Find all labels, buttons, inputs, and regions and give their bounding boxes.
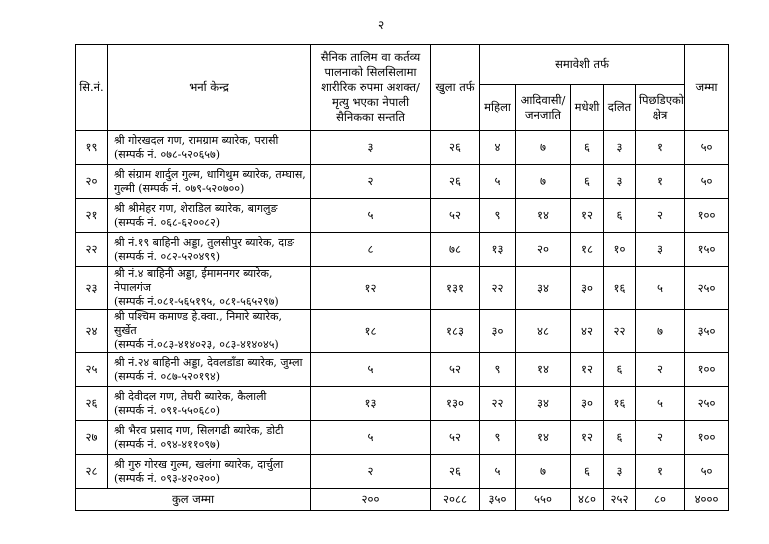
row-total: १०० — [685, 421, 729, 455]
total-backward: ८० — [636, 489, 685, 511]
header-inclusive: समावेशी तर्फ — [480, 45, 685, 85]
center-name: श्री भैरव प्रसाद गण, सिलगढी ब्यारेक, डोटी — [114, 423, 284, 437]
table-row — [76, 199, 729, 233]
row-center — [108, 353, 311, 387]
total-janajati: ५५० — [516, 489, 571, 511]
row-dalit: ६ — [604, 353, 636, 387]
header-madhesi: मधेशी — [571, 85, 604, 131]
row-open: २६ — [431, 165, 480, 199]
row-backward: १ — [636, 131, 685, 165]
row-total: ५० — [685, 455, 729, 489]
row-janajati: १४ — [516, 199, 571, 233]
row-center — [108, 199, 311, 233]
row-janajati: ४८ — [516, 310, 571, 353]
total-dalit: २५२ — [604, 489, 636, 511]
row-center — [108, 233, 311, 267]
row-janajati: २० — [516, 233, 571, 267]
center-phone: (सम्पर्क नं. ०९४-४११०९७) — [114, 437, 221, 451]
grand-total-row — [76, 489, 729, 511]
row-madhesi: १२ — [571, 353, 604, 387]
total-madhesi: ४८० — [571, 489, 604, 511]
row-open: ५२ — [431, 421, 480, 455]
row-dalit: ३ — [604, 455, 636, 489]
header-women: महिला — [480, 85, 516, 131]
row-madhesi: १८ — [571, 233, 604, 267]
row-madhesi: ६ — [571, 165, 604, 199]
header-open: खुला तर्फ — [431, 45, 480, 131]
row-women: २२ — [480, 387, 516, 421]
row-women: ९ — [480, 421, 516, 455]
page-number: २ — [378, 18, 385, 32]
table-row — [76, 267, 729, 310]
row-backward: १ — [636, 455, 685, 489]
row-open: ५२ — [431, 199, 480, 233]
row-backward: ७ — [636, 310, 685, 353]
table-row — [76, 131, 729, 165]
row-open: ७८ — [431, 233, 480, 267]
total-women: ३५० — [480, 489, 516, 511]
row-serial: २१ — [76, 199, 108, 233]
header-martyr-descendants: सैनिक तालिम वा कर्तव्य पालनाको सिलसिलामा शारीरिक रुपमा अशक्त/ मृत्यु भएका नेपाली सैनिकका सन्तति — [311, 45, 431, 131]
row-serial: २४ — [76, 310, 108, 353]
row-serial: २६ — [76, 387, 108, 421]
row-serial: २५ — [76, 353, 108, 387]
row-serial: २२ — [76, 233, 108, 267]
center-name: श्री संग्राम शार्दुल गुल्म, धागिथुम ब्यारेक, तम्घास, — [114, 167, 306, 181]
row-center — [108, 421, 311, 455]
row-open: १३० — [431, 387, 480, 421]
row-dalit: २२ — [604, 310, 636, 353]
header-backward-region: पिछडिएको क्षेत्र — [636, 85, 685, 131]
row-janajati: ७ — [516, 131, 571, 165]
row-martyr: १८ — [311, 310, 431, 353]
total-grand: ४००० — [685, 489, 729, 511]
center-phone: (सम्पर्क नं.०८१-५६५१९५, ०८१-५६५२९७) — [114, 295, 279, 308]
table-row — [76, 165, 729, 199]
row-open: १३१ — [431, 267, 480, 310]
row-total: ३५० — [685, 310, 729, 353]
row-center — [108, 455, 311, 489]
center-name: श्री नं.४ बाहिनी अड्डा, ईमामनगर ब्यारेक, नेपालगंज — [114, 267, 273, 294]
center-name: श्री श्रीमेहर गण, शेराडिल ब्यारेक, बागलुङ — [114, 201, 278, 215]
row-center — [108, 310, 311, 353]
row-total: ५० — [685, 131, 729, 165]
row-women: ९ — [480, 199, 516, 233]
table-row — [76, 455, 729, 489]
row-backward: २ — [636, 353, 685, 387]
row-dalit: ३ — [604, 131, 636, 165]
center-phone: (सम्पर्क नं. ०६८-६२००८२) — [114, 215, 221, 229]
row-madhesi: ४२ — [571, 310, 604, 353]
row-backward: ५ — [636, 387, 685, 421]
row-dalit: ६ — [604, 421, 636, 455]
row-women: ५ — [480, 455, 516, 489]
row-backward: ५ — [636, 267, 685, 310]
row-janajati: ७ — [516, 455, 571, 489]
row-open: २६ — [431, 131, 480, 165]
table-row — [76, 421, 729, 455]
row-serial: २३ — [76, 267, 108, 310]
center-name: श्री नं.२४ बाहिनी अड्डा, देवलडाँडा ब्यारेक, जुम्ला — [114, 355, 303, 369]
row-women: ५ — [480, 165, 516, 199]
row-backward: १ — [636, 165, 685, 199]
total-open: २०८८ — [431, 489, 480, 511]
grand-total-label: कुल जम्मा — [76, 489, 311, 511]
row-backward: २ — [636, 421, 685, 455]
center-name: श्री नं.१९ बाहिनी अड्डा, तुलसीपुर ब्यारेक, दाङ — [114, 235, 294, 249]
header-center: भर्ना केन्द्र — [108, 45, 311, 131]
header-janajati: आदिवासी/ जनजाति — [516, 85, 571, 131]
row-backward: ३ — [636, 233, 685, 267]
row-total: १५० — [685, 233, 729, 267]
row-martyr: २ — [311, 165, 431, 199]
row-martyr: १३ — [311, 387, 431, 421]
row-center — [108, 165, 311, 199]
row-martyr: ३ — [311, 131, 431, 165]
table-row — [76, 310, 729, 353]
row-madhesi: ३० — [571, 387, 604, 421]
row-total: २५० — [685, 387, 729, 421]
center-phone: (सम्पर्क नं. ०७८-५२०६५७) — [114, 147, 221, 161]
row-backward: २ — [636, 199, 685, 233]
header-serial: सि.नं. — [76, 45, 108, 131]
row-madhesi: १२ — [571, 199, 604, 233]
recruitment-quota-table — [75, 44, 729, 511]
center-phone: (सम्पर्क नं.०८३-४१४०२३, ०८३-४१४०४५) — [114, 338, 279, 351]
row-janajati: ३४ — [516, 387, 571, 421]
row-serial: २८ — [76, 455, 108, 489]
header-dalit: दलित — [604, 85, 636, 131]
row-martyr: ८ — [311, 233, 431, 267]
row-madhesi: ३० — [571, 267, 604, 310]
row-dalit: ३ — [604, 165, 636, 199]
row-martyr: २ — [311, 455, 431, 489]
row-open: २६ — [431, 455, 480, 489]
row-martyr: १२ — [311, 267, 431, 310]
row-center — [108, 267, 311, 310]
total-martyr: २०० — [311, 489, 431, 511]
row-martyr: ५ — [311, 353, 431, 387]
row-dalit: १६ — [604, 267, 636, 310]
row-total: १०० — [685, 353, 729, 387]
row-total: २५० — [685, 267, 729, 310]
row-women: २२ — [480, 267, 516, 310]
row-dalit: १६ — [604, 387, 636, 421]
table-row — [76, 233, 729, 267]
row-women: १३ — [480, 233, 516, 267]
row-serial: २७ — [76, 421, 108, 455]
row-dalit: १० — [604, 233, 636, 267]
center-name: श्री गोरखदल गण, रामग्राम ब्यारेक, परासी — [114, 133, 279, 147]
header-total: जम्मा — [685, 45, 729, 131]
row-dalit: ६ — [604, 199, 636, 233]
table-row — [76, 387, 729, 421]
row-center — [108, 131, 311, 165]
center-name: श्री देवीदल गण, तेघरी ब्यारेक, कैलाली — [114, 389, 267, 403]
row-janajati: १४ — [516, 353, 571, 387]
row-janajati: १४ — [516, 421, 571, 455]
table-row — [76, 353, 729, 387]
center-phone: (सम्पर्क नं. ०९३-४२०२००) — [114, 471, 221, 485]
row-women: ९ — [480, 353, 516, 387]
row-madhesi: ६ — [571, 131, 604, 165]
row-janajati: ३४ — [516, 267, 571, 310]
row-janajati: ७ — [516, 165, 571, 199]
row-total: ५० — [685, 165, 729, 199]
row-women: ३० — [480, 310, 516, 353]
center-name: श्री गुरु गोरख गुल्म, खलंगा ब्यारेक, दार्चुला — [114, 457, 284, 471]
row-total: १०० — [685, 199, 729, 233]
center-phone: (सम्पर्क नं. ०८२-५२०४९९) — [114, 249, 221, 263]
center-phone: (सम्पर्क नं. ०९१-५५०६८०) — [114, 403, 221, 417]
row-open: ५२ — [431, 353, 480, 387]
center-phone: गुल्मी (सम्पर्क नं. ०७९-५२०७००) — [114, 181, 245, 195]
row-martyr: ५ — [311, 199, 431, 233]
center-name: श्री पश्चिम कमाण्ड हे.क्वा., निमारे ब्यारेक, सुर्खेत — [114, 310, 282, 337]
row-open: १८३ — [431, 310, 480, 353]
row-madhesi: ६ — [571, 455, 604, 489]
row-serial: २० — [76, 165, 108, 199]
row-serial: १९ — [76, 131, 108, 165]
row-madhesi: १२ — [571, 421, 604, 455]
row-center — [108, 387, 311, 421]
center-phone: (सम्पर्क नं. ०८७-५२०१९४) — [114, 369, 221, 383]
row-martyr: ५ — [311, 421, 431, 455]
row-women: ४ — [480, 131, 516, 165]
